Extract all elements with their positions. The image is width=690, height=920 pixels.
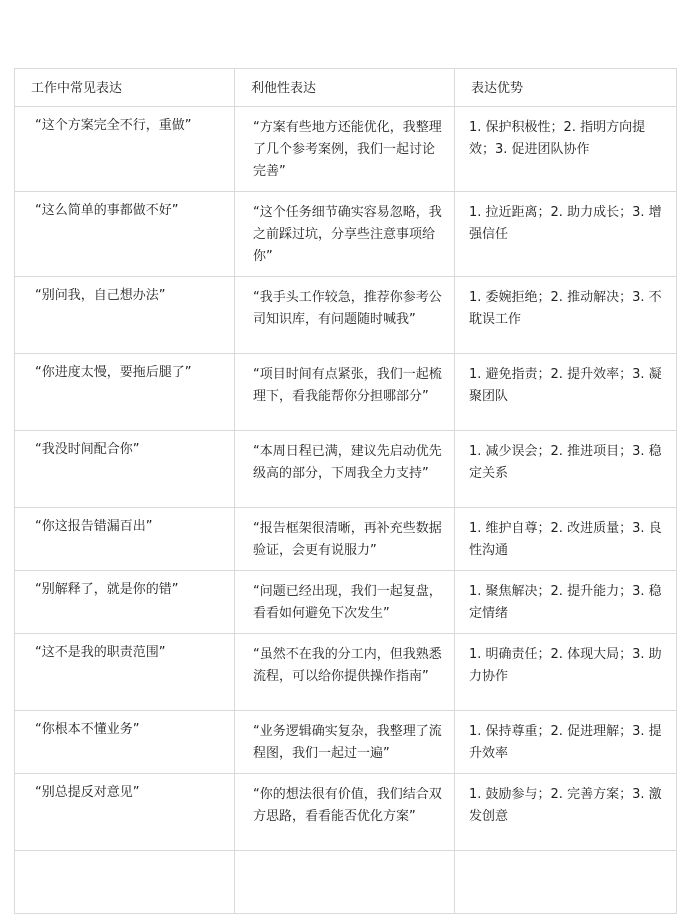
cell-common-expression: “别解释了，就是你的错” (15, 571, 235, 634)
cell-expression-advantage: 1. 鼓励参与；2. 完善方案；3. 激发创意 (455, 774, 677, 851)
cell-altruistic-expression: “这个任务细节确实容易忽略，我之前踩过坑，分享些注意事项给你” (235, 192, 455, 277)
header-common-expression: 工作中常见表达 (15, 69, 235, 107)
cell-common-expression: “你这报告错漏百出” (15, 508, 235, 571)
cell-altruistic-expression: “我手头工作较急，推荐你参考公司知识库，有问题随时喊我” (235, 277, 455, 354)
cell-expression-advantage (455, 851, 677, 914)
table-row (15, 277, 677, 354)
table-row (15, 354, 677, 431)
cell-altruistic-expression: “你的想法很有价值，我们结合双方思路，看看能否优化方案” (235, 774, 455, 851)
cell-altruistic-expression: “问题已经出现，我们一起复盘，看看如何避免下次发生” (235, 571, 455, 634)
table-row (15, 851, 677, 914)
cell-expression-advantage: 1. 减少误会；2. 推进项目；3. 稳定关系 (455, 431, 677, 508)
cell-expression-advantage: 1. 拉近距离；2. 助力成长；3. 增强信任 (455, 192, 677, 277)
cell-common-expression: “别问我，自己想办法” (15, 277, 235, 354)
cell-expression-advantage: 1. 聚焦解决；2. 提升能力；3. 稳定情绪 (455, 571, 677, 634)
cell-altruistic-expression: “业务逻辑确实复杂，我整理了流程图，我们一起过一遍” (235, 711, 455, 774)
cell-common-expression: “你进度太慢，要拖后腿了” (15, 354, 235, 431)
table-body (15, 107, 677, 914)
cell-altruistic-expression: “报告框架很清晰，再补充些数据验证，会更有说服力” (235, 508, 455, 571)
cell-common-expression: “你根本不懂业务” (15, 711, 235, 774)
table-row (15, 571, 677, 634)
cell-expression-advantage: 1. 保持尊重；2. 促进理解；3. 提升效率 (455, 711, 677, 774)
table-row (15, 192, 677, 277)
cell-expression-advantage: 1. 明确责任；2. 体现大局；3. 助力协作 (455, 634, 677, 711)
cell-common-expression: “这不是我的职责范围” (15, 634, 235, 711)
cell-altruistic-expression: “项目时间有点紧张，我们一起梳理下，看我能帮你分担哪部分” (235, 354, 455, 431)
cell-common-expression: “这么简单的事都做不好” (15, 192, 235, 277)
cell-expression-advantage: 1. 委婉拒绝；2. 推动解决；3. 不耽误工作 (455, 277, 677, 354)
cell-expression-advantage: 1. 维护自尊；2. 改进质量；3. 良性沟通 (455, 508, 677, 571)
cell-expression-advantage: 1. 避免指责；2. 提升效率；3. 凝聚团队 (455, 354, 677, 431)
cell-common-expression: “这个方案完全不行，重做” (15, 107, 235, 192)
table-row (15, 431, 677, 508)
cell-altruistic-expression: “本周日程已满，建议先启动优先级高的部分，下周我全力支持” (235, 431, 455, 508)
header-expression-advantage: 表达优势 (455, 69, 677, 107)
cell-expression-advantage: 1. 保护积极性；2. 指明方向提效；3. 促进团队协作 (455, 107, 677, 192)
table-header (15, 69, 677, 107)
cell-altruistic-expression: “虽然不在我的分工内，但我熟悉流程，可以给你提供操作指南” (235, 634, 455, 711)
table-row (15, 634, 677, 711)
table-row (15, 508, 677, 571)
cell-common-expression (15, 851, 235, 914)
table-row (15, 107, 677, 192)
cell-common-expression: “别总提反对意见” (15, 774, 235, 851)
header-row (15, 69, 677, 107)
cell-common-expression: “我没时间配合你” (15, 431, 235, 508)
expression-comparison-table (14, 68, 677, 914)
table-row (15, 711, 677, 774)
cell-altruistic-expression: “方案有些地方还能优化，我整理了几个参考案例，我们一起讨论完善” (235, 107, 455, 192)
table-row (15, 774, 677, 851)
cell-altruistic-expression (235, 851, 455, 914)
header-altruistic-expression: 利他性表达 (235, 69, 455, 107)
